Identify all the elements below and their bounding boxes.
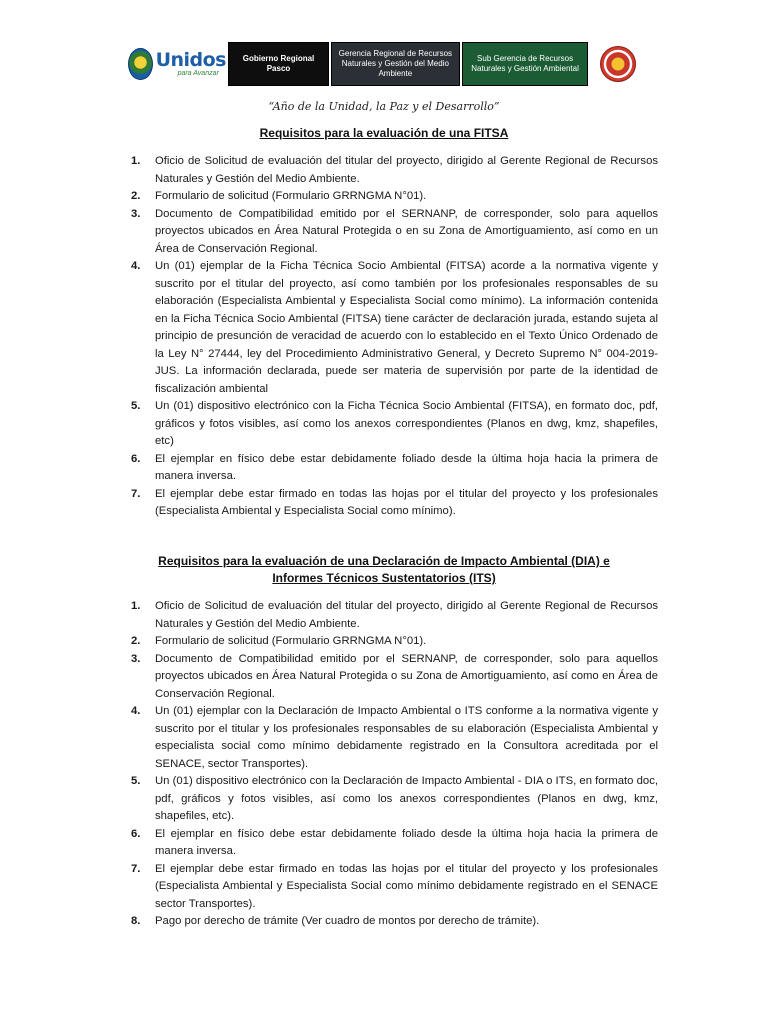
- item-number: 5.: [131, 400, 141, 412]
- list-item: [110, 486, 658, 521]
- item-number: 3.: [131, 652, 141, 665]
- list-item: [110, 826, 658, 861]
- item-text: Un (01) ejemplar con la Declaración de Impacto Ambiental o ITS conforme a la normativa vigente y suscrito por el titular y los profesionales responsables de su elaboración (Especialista Ambiental y especialista social como mínimo debidamente registrado en la Consultora acreditada por el SENACE, sector Transportes).: [155, 705, 658, 770]
- item-text: Formulario de solicitud (Formulario GRRNGMA N°01).: [155, 635, 427, 647]
- item-number: 7.: [131, 862, 141, 875]
- item-number: 2.: [131, 635, 141, 647]
- pasco-emblem-icon: [600, 46, 636, 82]
- item-number: 4.: [131, 260, 141, 272]
- item-text: Documento de Compatibilidad emitido por el SERNANP, de corresponder, solo para aquellos proyectos ubicados en Área Natural Protegida o su Zona de Amortiguamiento, así como en Área de Conservación Regional.: [155, 652, 658, 700]
- section2-title: Requisitos para la evaluación de una Declaración de Impacto Ambiental (DIA) e Informes Técnicos Sustentatorios (ITS): [158, 554, 610, 585]
- item-text: El ejemplar debe estar firmado en todas las hojas por el titular del proyecto y los profesionales (Especialista Ambiental y Especialista Social como mínimo debidamente registrado en el SENACE sector Transportes).: [155, 862, 658, 910]
- item-text: Oficio de Solicitud de evaluación del titular del proyecto, dirigido al Gerente Regional de Recursos Naturales y Gestión del Medio Ambiente.: [155, 155, 658, 185]
- section1-list: [110, 153, 658, 521]
- item-text: Un (01) dispositivo electrónico con la Declaración de Impacto Ambiental - DIA o ITS, en formato doc, pdf, gráficos y fotos visibles, así como los anexos correspondientes (Planos en dwg, kmz, shapefiles, etc).: [155, 775, 658, 822]
- header-box-gerencia: Gerencia Regional de Recursos Naturales y Gestión del Medio Ambiente: [331, 42, 460, 86]
- item-number: 6.: [131, 452, 141, 465]
- list-item: [110, 633, 658, 651]
- list-item: [110, 398, 658, 451]
- item-number: 8.: [131, 915, 141, 927]
- item-text: El ejemplar en físico debe estar debidamente foliado desde la última hoja hacia la primera de manera inversa.: [155, 827, 658, 857]
- regional-seal-icon: [128, 48, 153, 80]
- list-item: [110, 153, 658, 188]
- pasco-emblem: [598, 42, 638, 86]
- header-box-gobierno: Gobierno Regional Pasco: [228, 42, 329, 86]
- letterhead: [128, 42, 638, 86]
- item-number: 5.: [131, 775, 141, 787]
- item-text: Oficio de Solicitud de evaluación del titular del proyecto, dirigido al Gerente Regional de Recursos Naturales y Gestión del Medio Ambiente.: [155, 600, 658, 630]
- list-item: [110, 258, 658, 398]
- list-item: [110, 913, 658, 931]
- header-box-subgerencia: Sub Gerencia de Recursos Naturales y Gestión Ambiental: [462, 42, 589, 86]
- item-number: 1.: [131, 600, 141, 612]
- list-item: [110, 861, 658, 914]
- section1-title: Requisitos para la evaluación de una FITSA: [259, 126, 509, 140]
- item-text: Un (01) dispositivo electrónico con la Ficha Técnica Socio Ambiental (FITSA), en formato doc, pdf, gráficos y fotos visibles, así como los anexos correspondientes (Planos en dwg, kmz, shapefiles, etc): [155, 400, 658, 447]
- logo-name: Unidos: [155, 49, 226, 71]
- list-item: [110, 451, 658, 486]
- item-text: Documento de Compatibilidad emitido por el SERNANP, de corresponder, solo para aquellos proyectos ubicados en Área Natural Protegida o en su Zona de Amortiguamiento, así como en un Área de Conservación Regional.: [155, 207, 658, 255]
- item-number: 6.: [131, 827, 141, 840]
- list-item: [110, 206, 658, 259]
- item-text: Pago por derecho de trámite (Ver cuadro de montos por derecho de trámite).: [155, 915, 540, 927]
- logo-tagline: para Avanzar: [177, 70, 219, 77]
- item-number: 7.: [131, 487, 141, 500]
- item-number: 2.: [131, 190, 141, 202]
- list-item: [110, 651, 658, 704]
- item-text: Un (01) ejemplar de la Ficha Técnica Socio Ambiental (FITSA) acorde a la normativa vigente y suscrito por el titular del proyecto, así como también por los profesionales responsables de su elaboración (Especialista Ambiental y Especialista Social como mínimo). La información contenida en la Ficha Técnica Socio Ambiental (FITSA) tiene carácter de declaración jurada, estando sujeta al principio de presunción de veracidad de acuerdo con lo establecido en el Texto Único Ordenado de la Ley N° 27444, ley del Procedimiento Administrativo General, y Decreto Supremo N° 004-2019-JUS. La información declarada, puede ser materia de supervisión por parte de la identidad de fiscalización ambiental: [155, 260, 658, 395]
- list-item: [110, 188, 658, 206]
- item-text: Formulario de solicitud (Formulario GRRNGMA N°01).: [155, 190, 427, 202]
- item-text: El ejemplar debe estar firmado en todas las hojas por el titular del proyecto y los profesionales (Especialista Ambiental y Especialista Social como mínimo).: [155, 487, 658, 517]
- list-item: [110, 598, 658, 633]
- list-item: [110, 703, 658, 773]
- unidos-logo: [128, 42, 226, 86]
- year-motto: “Año de la Unidad, la Paz y el Desarrollo”: [268, 100, 500, 113]
- list-item: [110, 773, 658, 826]
- item-text: El ejemplar en físico debe estar debidamente foliado desde la última hoja hacia la primera de manera inversa.: [155, 452, 658, 482]
- item-number: 1.: [131, 155, 141, 167]
- section2-list: [110, 598, 658, 931]
- item-number: 4.: [131, 705, 141, 717]
- item-number: 3.: [131, 207, 141, 220]
